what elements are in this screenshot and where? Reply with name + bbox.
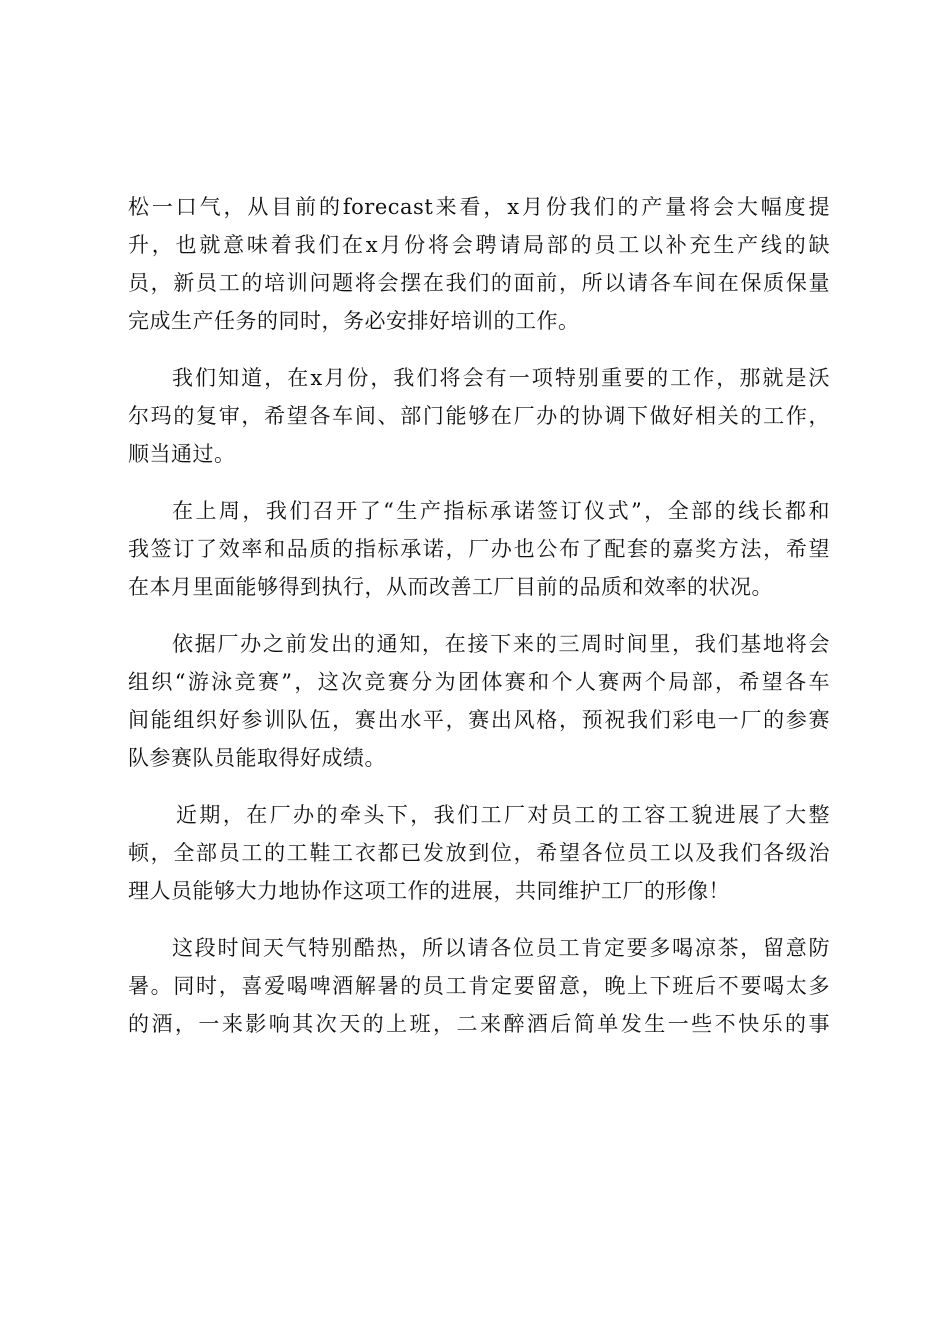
paragraph-line: 依据厂办之前发出的通知，在接下来的三周时间里，我们基地将会	[172, 632, 830, 656]
paragraph	[128, 359, 830, 473]
paragraph-line: 员，新员工的培训问题将会摆在我们的面前，所以请各车间在保质保量	[128, 271, 830, 295]
paragraph-line: 队参赛队员能取得好成绩。	[128, 746, 386, 770]
paragraph-line: 完成生产任务的同时，务必安排好培训的工作。	[128, 309, 580, 333]
document-page	[128, 188, 830, 1043]
paragraph-line: 在上周，我们召开了“生产指标承诺签订仪式”，全部的线长都和	[172, 499, 830, 523]
paragraph-line: 近期，在厂办的牵头下，我们工厂对员工的工容工貌进展了大整	[176, 803, 830, 827]
paragraph	[128, 188, 830, 340]
paragraph-line: 我们知道，在x月份，我们将会有一项特别重要的工作，那就是沃	[172, 366, 830, 390]
paragraph-line: 的酒，一来影响其次天的上班，二来醉酒后简单发生一些不快乐的事	[128, 1012, 830, 1036]
paragraph	[128, 625, 830, 777]
paragraph-line: 在本月里面能够得到执行，从而改善工厂目前的品质和效率的状况。	[128, 575, 773, 599]
paragraph-line: 尔玛的复审，希望各车间、部门能够在厂办的协调下做好相关的工作，	[128, 404, 830, 428]
paragraph-line: 松一口气，从目前的forecast来看，x月份我们的产量将会大幅度提	[128, 195, 830, 219]
paragraph-line: 间能组织好参训队伍，赛出水平，赛出风格，预祝我们彩电一厂的参赛	[128, 708, 830, 732]
paragraph	[128, 492, 830, 606]
paragraph-line: 组织“游泳竞赛”，这次竞赛分为团体赛和个人赛两个局部，希望各车	[128, 670, 830, 694]
paragraph-line: 理人员能够大力地协作这项工作的进展，共同维护工厂的形像！	[128, 879, 730, 903]
paragraph-line: 这段时间天气特别酷热，所以请各位员工肯定要多喝凉茶，留意防	[172, 936, 830, 960]
paragraph-line: 顺当通过。	[128, 442, 236, 466]
paragraph-line: 升，也就意味着我们在x月份将会聘请局部的员工以补充生产线的缺	[128, 233, 830, 257]
paragraph	[128, 796, 830, 910]
paragraph-line: 我签订了效率和品质的指标承诺，厂办也公布了配套的嘉奖方法，希望	[128, 537, 830, 561]
paragraph	[128, 929, 830, 1043]
paragraph-line: 暑。同时，喜爱喝啤酒解暑的员工肯定要留意，晚上下班后不要喝太多	[128, 974, 830, 998]
paragraph-line: 顿，全部员工的工鞋工衣都已发放到位，希望各位员工以及我们各级治	[128, 841, 830, 865]
